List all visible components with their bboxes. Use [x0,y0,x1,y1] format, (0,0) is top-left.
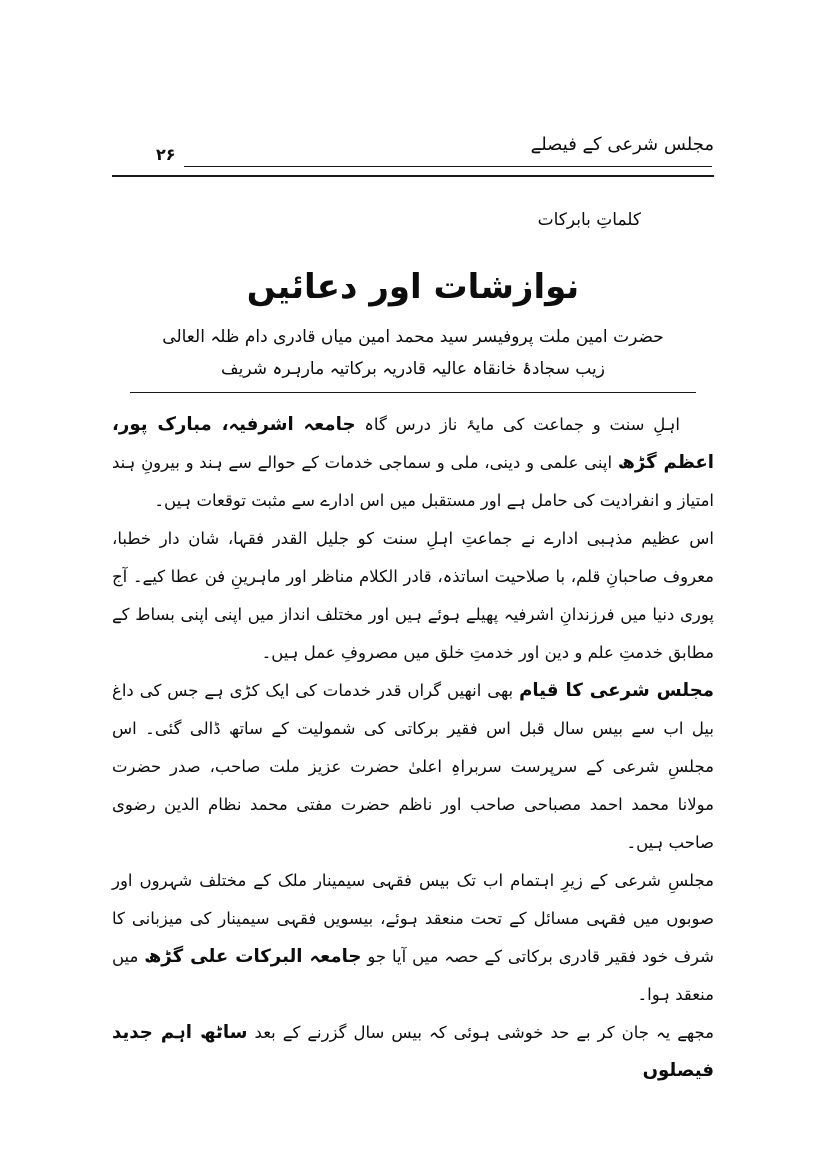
paragraph-1 [112,406,714,520]
paragraph-4 [112,862,714,1014]
paragraph-1-bold-phrase: جامعہ اشرفیہ، مبارک پور، اعظم گڑھ [112,414,714,473]
section-label: کلماتِ بابرکات [537,210,641,230]
paragraph-5-text: مجھے یہ جان کر بے حد خوشی ہوئی کہ بیس سال گزرنے کے بعد [247,1023,714,1042]
paragraph-1-text-cont: اپنی علمی و دینی، ملی و سماجی خدمات کے حوالے سے ہند و بیرونِ ہند امتیاز و انفرادیت کی حامل ہے اور مستقبل میں اس ادارے سے مثبت توقعات ہیں۔ [112,453,714,510]
subtitle-rule [130,392,696,393]
running-header-title: مجلس شرعی کے فیصلے [530,134,714,155]
paragraph-2-text: اس عظیم مذہبی ادارے نے جماعتِ اہلِ سنت کو جلیل القدر فقہا، شان دار خطبا، معروف صاحبانِ قلم، با صلاحیت اساتذہ، قادر الکلام مناظر اور ماہرینِ فن عطا کیے۔ آج پوری دنیا میں فرزندانِ اشرفیہ پھیلے ہوئے ہیں اور مختلف انداز میں اپنی اپنی بساط کے مطابق خدمتِ علم و دین اور خدمتِ خلق میں مصروفِ عمل ہیں۔ [112,529,714,662]
article-subtitle-line1: حضرت امین ملت پروفیسر سید محمد امین میاں قادری دام ظلہ العالی [162,327,664,347]
paragraph-1-text: اہلِ سنت و جماعت کی مایۂ ناز درس گاہ [355,415,680,434]
page-header [112,134,714,180]
header-thick-rule [112,175,714,177]
paragraph-5 [112,1014,714,1090]
page-number: ۲۶ [156,145,176,164]
paragraph-5-bold-phrase: ساٹھ اہم جدید فیصلوں [112,1022,714,1081]
paragraph-3-lead-bold: مجلس شرعی کا قیام [519,680,715,701]
paragraph-2 [112,520,714,672]
paragraph-3-text: بھی انھیں گراں قدر خدمات کی ایک کڑی ہے جس کی داغ بیل اب سے بیس سال قبل اس فقیر برکاتی کی شمولیت کے ساتھ ڈالی گئی۔ اس مجلسِ شرعی کے سرپرست سربراہِ اعلیٰ حضرت عزیز ملت صاحب، صدر حضرت مولانا محمد احمد مصباحی صاحب اور ناظم حضرت مفتی محمد نظام الدین رضوی صاحب ہیں۔ [112,681,714,852]
paragraph-3 [112,672,714,862]
paragraph-4-bold-phrase: جامعہ البرکات علی گڑھ [144,946,362,967]
header-thin-rule [184,166,712,167]
paragraph-4-text: مجلسِ شرعی کے زیرِ اہتمام اب تک بیس فقہی سیمینار ملک کے مختلف شہروں اور صوبوں میں فقہی مسائل کے تحت منعقد ہوئے، بیسویں فقہی سیمینار کی میزبانی کا شرف خود فقیر قادری برکاتی کے حصہ میں آیا جو [112,871,714,966]
article-body [112,406,714,1090]
article-title: نوازشات اور دعائیں [246,267,580,307]
paragraph-4-text-cont: میں منعقد ہوا۔ [112,947,714,1004]
page-content [112,134,715,1090]
article-subtitle-line2: زیب سجادۂ خانقاہ عالیہ قادریہ برکاتیہ مارہرہ شریف [221,359,605,379]
